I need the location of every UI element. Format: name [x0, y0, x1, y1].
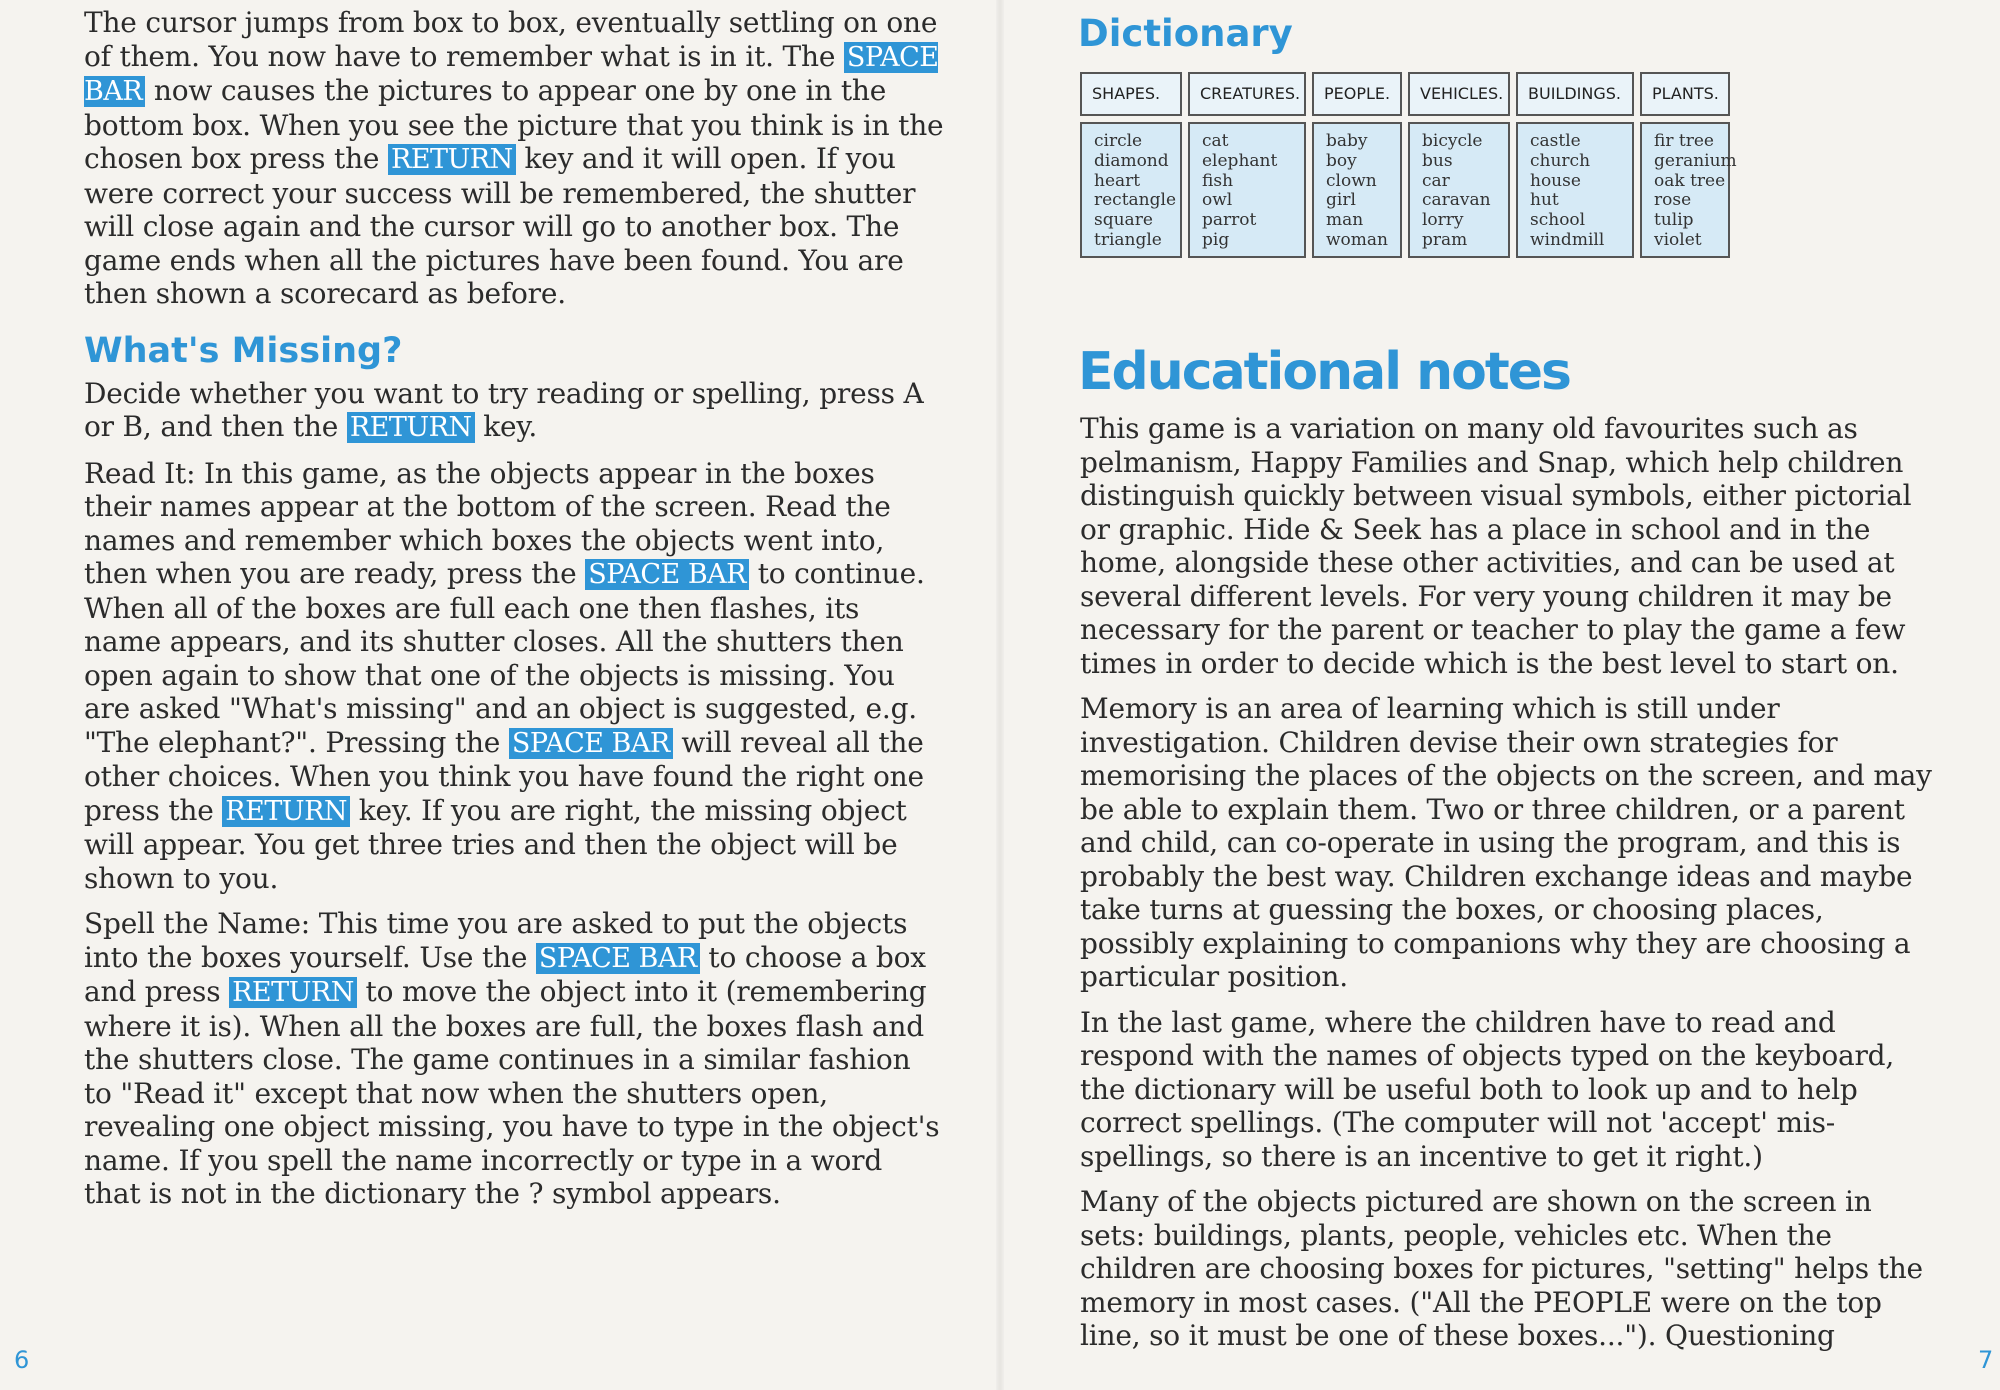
- dictionary-word: owl: [1202, 190, 1233, 211]
- dictionary-word: clown: [1326, 170, 1377, 191]
- left-column: [84, 6, 944, 1223]
- dictionary-word: woman: [1326, 229, 1388, 250]
- right-page: [1000, 0, 2000, 1390]
- dictionary-word: diamond: [1094, 150, 1169, 171]
- dictionary-word: parrot: [1202, 210, 1257, 231]
- key-label: SPACE BAR: [585, 559, 749, 590]
- dictionary-word: windmill: [1530, 229, 1605, 250]
- educational-paragraph: This game is a variation on many old favourites such as pelmanism, Happy Families and Snap, which help children distinguish quickly between visual symbols, either pictorial or graphic. Hide & Seek has a place in school and in the home, alongside these other activities, and can be used at several different levels. For very young children it may be necessary for the parent or teacher to play the game a few times in order to decide which is the best level to start on.: [1080, 412, 1912, 680]
- dictionary-word: car: [1422, 170, 1450, 191]
- dictionary-heading: PLANTS.: [1640, 72, 1730, 116]
- dictionary-word-list: [1408, 122, 1510, 258]
- dictionary-word: pram: [1422, 229, 1468, 250]
- dictionary-word: bicycle: [1422, 131, 1483, 151]
- key-label: RETURN: [222, 796, 350, 827]
- key-label: RETURN: [229, 977, 357, 1008]
- dictionary-word-list: [1516, 122, 1634, 258]
- educational-paragraph: Many of the objects pictured are shown on the screen in sets: buildings, plants, people, vehicles etc. When the children are choosing boxes for pictures, "setting" helps the memory in most cases. ("All the PEOPLE were on the top line, so it must be one of these boxes..."). Questioning: [1080, 1185, 1923, 1352]
- dictionary-table: [1080, 72, 1908, 258]
- dictionary-word: circle: [1094, 131, 1143, 151]
- dictionary-column: [1640, 72, 1737, 258]
- dictionary-word-list: [1080, 122, 1182, 258]
- educational-notes-text: [1080, 412, 1940, 1365]
- dictionary-word: bus: [1422, 150, 1453, 171]
- paragraph-spell-the-name: Spell the Name: This time you are asked to put the objects into the boxes yourself. Use the SPACE BAR to choose a box and press RETURN to move the object into it (remembering where it is). When all the boxes are full, the boxes flash and the shutters close. The game continues in a similar fashion to "Read it" except that now when the shutters open, revealing one object missing, you have to type in the object's name. If you spell the name incorrectly or type in a word that is not in the dictionary the ? symbol appears.: [84, 907, 940, 1210]
- dictionary-word-list: [1188, 122, 1306, 258]
- key-label: RETURN: [388, 144, 516, 175]
- paragraph-cursor: The cursor jumps from box to box, eventually settling on one of them. You now have to remember what is in it. The SPACE BAR now causes the pictures to appear one by one in the bottom box. When you see the picture that you think is in the chosen box press the RETURN key and it will open. If you were correct your success will be remembered, the shutter will close again and the cursor will go to another box. The game ends when all the pictures have been found. You are then shown a scorecard as before.: [84, 6, 944, 310]
- dictionary-column: [1516, 72, 1634, 258]
- dictionary-word-list: [1312, 122, 1402, 258]
- dictionary-word: cat: [1202, 131, 1229, 151]
- key-label: RETURN: [347, 412, 475, 443]
- dictionary-word: church: [1530, 150, 1591, 171]
- key-label: SPACE BAR: [84, 41, 939, 107]
- dictionary-word: castle: [1530, 131, 1581, 151]
- dictionary-heading: BUILDINGS.: [1516, 72, 1634, 116]
- dictionary-column: [1408, 72, 1510, 258]
- dictionary-word: man: [1326, 210, 1364, 231]
- educational-notes-heading: Educational notes: [1078, 342, 1570, 402]
- dictionary-word: triangle: [1094, 229, 1162, 250]
- dictionary-word: baby: [1326, 131, 1368, 151]
- dictionary-heading: CREATURES.: [1188, 72, 1306, 116]
- dictionary-heading: PEOPLE.: [1312, 72, 1402, 116]
- educational-paragraph: Memory is an area of learning which is still under investigation. Children devise their own strategies for memorising the places of the objects on the screen, and may be able to explain them. Two or three children, or a parent and child, can co-operate in using the program, and this is probably the best way. Children exchange ideas and maybe take turns at guessing the boxes, or choosing places, possibly explaining to companions why they are choosing a particular position.: [1080, 692, 1932, 993]
- page-number-left: 6: [14, 1346, 30, 1374]
- dictionary-word: tulip: [1654, 210, 1694, 231]
- paragraph-decide: Decide whether you want to try reading or spelling, press A or B, and then the RETURN key.: [84, 376, 924, 443]
- dictionary-heading: VEHICLES.: [1408, 72, 1510, 116]
- dictionary-word: lorry: [1422, 210, 1464, 231]
- dictionary-word: house: [1530, 170, 1581, 191]
- dictionary-word-list: [1640, 122, 1737, 258]
- dictionary-column: [1080, 72, 1182, 258]
- page-number-right: 7: [1978, 1346, 1994, 1374]
- dictionary-word: boy: [1326, 150, 1357, 171]
- dictionary-word: elephant: [1202, 150, 1278, 171]
- dictionary-word: geranium: [1654, 150, 1737, 171]
- paragraph-read-it: Read It: In this game, as the objects appear in the boxes their names appear at the bottom of the screen. Read the names and remember which boxes the objects went into, then when you are ready, press the SPACE BAR to continue. When all of the boxes are full each one then flashes, its name appears, and its shutter closes. All the shutters then open again to show that one of the objects is missing. You are asked "What's missing" and an object is suggested, e.g. "The elephant?". Pressing the SPACE BAR will reveal all the other choices. When you think you have found the right one press the RETURN key. If you are right, the missing object will appear. You get three tries and then the object will be shown to you.: [84, 456, 925, 895]
- key-label: SPACE BAR: [509, 728, 673, 759]
- dictionary-column: [1312, 72, 1402, 258]
- dictionary-word: girl: [1326, 190, 1356, 211]
- dictionary-word: heart: [1094, 170, 1141, 191]
- dictionary-title: Dictionary: [1078, 12, 1293, 55]
- dictionary-word: school: [1530, 210, 1586, 231]
- dictionary-word: hut: [1530, 190, 1559, 211]
- whats-missing-heading: What's Missing?: [84, 330, 403, 371]
- dictionary-word: pig: [1202, 229, 1230, 250]
- dictionary-word: rose: [1654, 190, 1692, 211]
- dictionary-word: fir tree: [1654, 131, 1714, 151]
- dictionary-word: violet: [1654, 229, 1702, 250]
- dictionary-word: fish: [1202, 170, 1234, 191]
- dictionary-heading: SHAPES.: [1080, 72, 1182, 116]
- dictionary-word: oak tree: [1654, 170, 1726, 191]
- dictionary-word: rectangle: [1094, 190, 1177, 211]
- educational-paragraph: In the last game, where the children have to read and respond with the names of objects typed on the keyboard, the dictionary will be useful both to look up and to help correct spellings. (The computer will not 'accept' mis-spellings, so there is an incentive to get it right.): [1080, 1005, 1895, 1173]
- dictionary-word: caravan: [1422, 190, 1491, 211]
- dictionary-column: [1188, 72, 1306, 258]
- key-label: SPACE BAR: [536, 943, 700, 974]
- dictionary-word: square: [1094, 210, 1153, 231]
